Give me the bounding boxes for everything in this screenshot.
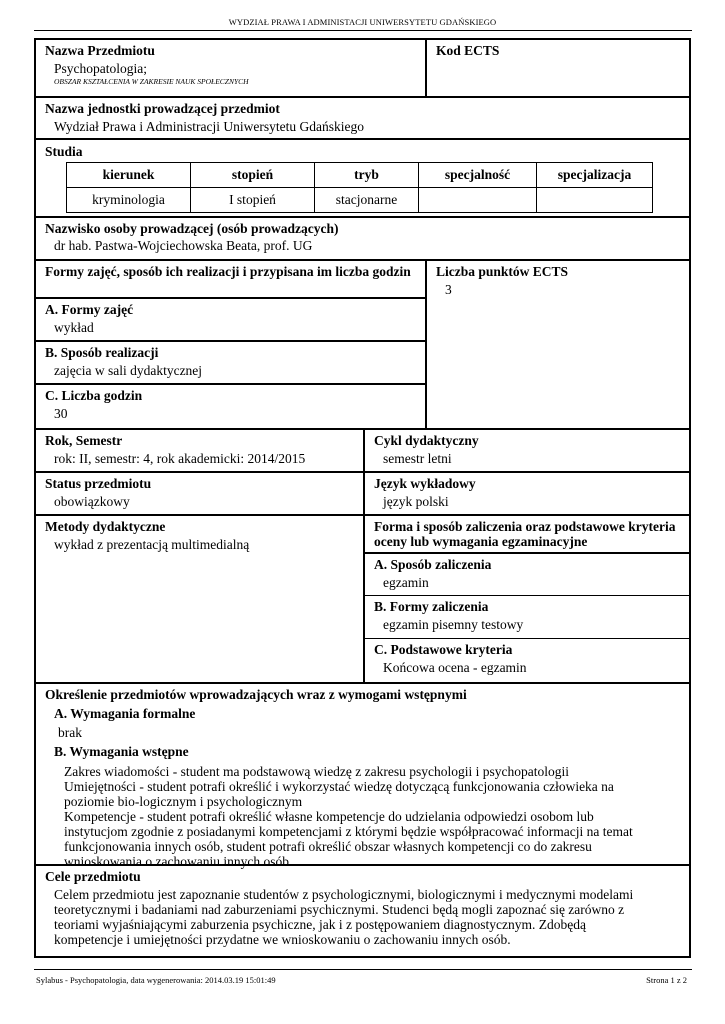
forms-b-label: B. Sposób realizacji	[45, 345, 159, 360]
header-divider	[34, 30, 692, 31]
forms-a	[36, 297, 425, 340]
assessment-a-label: A. Sposób zaliczenia	[374, 557, 492, 572]
cycle-label: Cykl dydaktyczny	[374, 433, 479, 448]
goals-line: kompetencje i umiejętności przydatne we wnioskowaniu o zachowaniu innych osób.	[54, 932, 511, 947]
assessment-a	[365, 552, 689, 595]
assessment-c	[365, 638, 689, 682]
forms-row	[36, 261, 689, 430]
assessment-b-value: egzamin pisemny testowy	[383, 617, 524, 632]
methods-value: wykład z prezentacją multimedialną	[54, 537, 250, 552]
forms-label: Formy zajęć, sposób ich realizacji i przypisana im liczba godzin	[45, 264, 411, 279]
assessment-b	[365, 595, 689, 638]
assessment-c-value: Końcowa ocena - egzamin	[383, 660, 527, 675]
studia-table	[66, 162, 653, 213]
forms-c	[36, 383, 425, 427]
studia-row	[36, 140, 689, 218]
ects-code-cell	[427, 40, 689, 96]
prereq-line: Zakres wiadomości - student ma podstawową wiedzę z zakresu psychologii i psychopatologii	[64, 764, 569, 779]
prereq-line: instytucjom zgodnie z posiadanymi kompetencjami z którymi będzie współpracować informacji na temat	[64, 824, 633, 839]
footer-divider	[34, 969, 692, 970]
studia-header: specjalność	[419, 163, 537, 188]
prereq-line: wnioskowania o zachowaniu innych osób	[64, 854, 289, 869]
goals-text	[45, 887, 681, 947]
language-value: język polski	[383, 494, 449, 509]
instructor-row	[36, 218, 689, 261]
studia-cell	[537, 188, 653, 213]
forms-a-label: A. Formy zajęć	[45, 302, 134, 317]
unit-row	[36, 98, 689, 140]
cycle-value: semestr letni	[383, 451, 452, 466]
studia-label: Studia	[45, 144, 83, 159]
prereq-line: Umiejętności - student potrafi określić i wykorzystać wiedzę dotyczącą funkcjonowania człowieka na	[64, 779, 614, 794]
goals-label: Cele przedmiotu	[45, 869, 141, 884]
prereq-line: Kompetencje - student potrafi określić własne kompetencje do udzielania odpowiedzi osobom lub	[64, 809, 594, 824]
studia-header: specjalizacja	[537, 163, 653, 188]
studia-header: tryb	[315, 163, 419, 188]
ects-code-label: Kod ECTS	[436, 43, 500, 58]
prereq-row	[36, 684, 689, 869]
methods-label: Metody dydaktyczne	[45, 519, 166, 534]
forms-c-value: 30	[54, 406, 68, 421]
prereq-b-label: B. Wymagania wstępne	[54, 744, 189, 759]
language-label: Język wykładowy	[374, 476, 476, 491]
course-name-value: Psychopatologia;	[54, 61, 147, 76]
instructor-value: dr hab. Pastwa-Wojciechowska Beata, prof. UG	[54, 238, 313, 253]
forms-b	[36, 340, 425, 383]
course-area: OBSZAR KSZTAŁCENIA W ZAKRESIE NAUK SPOŁECZNYCH	[54, 77, 249, 86]
prereq-a-label: A. Wymagania formalne	[54, 706, 196, 721]
syllabus-table	[34, 38, 691, 958]
year-value: rok: II, semestr: 4, rok akademicki: 2014/2015	[54, 451, 306, 466]
ects-points-label: Liczba punktów ECTS	[436, 264, 569, 279]
assessment-b-label: B. Formy zaliczenia	[374, 599, 489, 614]
studia-cell	[419, 188, 537, 213]
goals-line: Celem przedmiotu jest zapoznanie studentów z psychologicznymi, biologicznymi i medycznymi modelami	[54, 887, 634, 902]
assessment-c-label: C. Podstawowe kryteria	[374, 642, 513, 657]
forms-c-label: C. Liczba godzin	[45, 388, 143, 403]
studia-header: kierunek	[67, 163, 191, 188]
status-row	[36, 473, 689, 516]
goals-row	[36, 866, 689, 956]
ects-points-value: 3	[445, 282, 452, 297]
prereq-line: poziomie bio-logicznym i psychologicznym	[64, 794, 303, 809]
prereq-a-value: brak	[58, 725, 82, 740]
prereq-b-text	[45, 764, 681, 869]
assessment-a-value: egzamin	[383, 575, 429, 590]
instructor-label: Nazwisko osoby prowadzącej (osób prowadzących)	[45, 221, 339, 236]
status-value: obowiązkowy	[54, 494, 130, 509]
course-name-label: Nazwa Przedmiotu	[45, 43, 155, 58]
prereq-line: funkcjonowania innych osób, student potrafi określić obszar własnych kompetencji co do zakresu	[64, 839, 592, 854]
prereq-label: Określenie przedmiotów wprowadzających wraz z wymogami wstępnymi	[45, 687, 467, 702]
studia-cell: stacjonarne	[315, 188, 419, 213]
course-name-cell	[36, 40, 427, 96]
assessment-label: Forma i sposób zaliczenia oraz podstawowe kryteria oceny lub wymagania egzaminacyjne	[374, 519, 676, 549]
document-header: WYDZIAŁ PRAWA I ADMINISTACJI UNIWERSYTETU GDAŃSKIEGO	[228, 17, 497, 27]
goals-line: teoriami wyjaśniającymi zaburzenia psychiczne, jak i z postępowaniem diagnostycznym. Zdobędą	[54, 917, 586, 932]
methods-row	[36, 516, 689, 684]
studia-cell: kryminologia	[67, 188, 191, 213]
footer-left: Sylabus - Psychopatologia, data wygenerowania: 2014.03.19 15:01:49	[36, 975, 276, 985]
forms-a-value: wykład	[54, 320, 94, 335]
page-number: Strona 1 z 2	[646, 975, 687, 985]
unit-value: Wydział Prawa i Administracji Uniwersytetu Gdańskiego	[54, 119, 364, 134]
studia-cell: I stopień	[191, 188, 315, 213]
course-row	[36, 40, 689, 98]
unit-label: Nazwa jednostki prowadzącej przedmiot	[45, 101, 280, 116]
status-label: Status przedmiotu	[45, 476, 152, 491]
studia-header: stopień	[191, 163, 315, 188]
forms-b-value: zajęcia w sali dydaktycznej	[54, 363, 203, 378]
goals-line: teoretycznymi i badaniami nad zaburzeniami psychicznymi. Studenci będą mogli zapoznać się zarówno z	[54, 902, 625, 917]
year-row	[36, 430, 689, 473]
year-label: Rok, Semestr	[45, 433, 123, 448]
